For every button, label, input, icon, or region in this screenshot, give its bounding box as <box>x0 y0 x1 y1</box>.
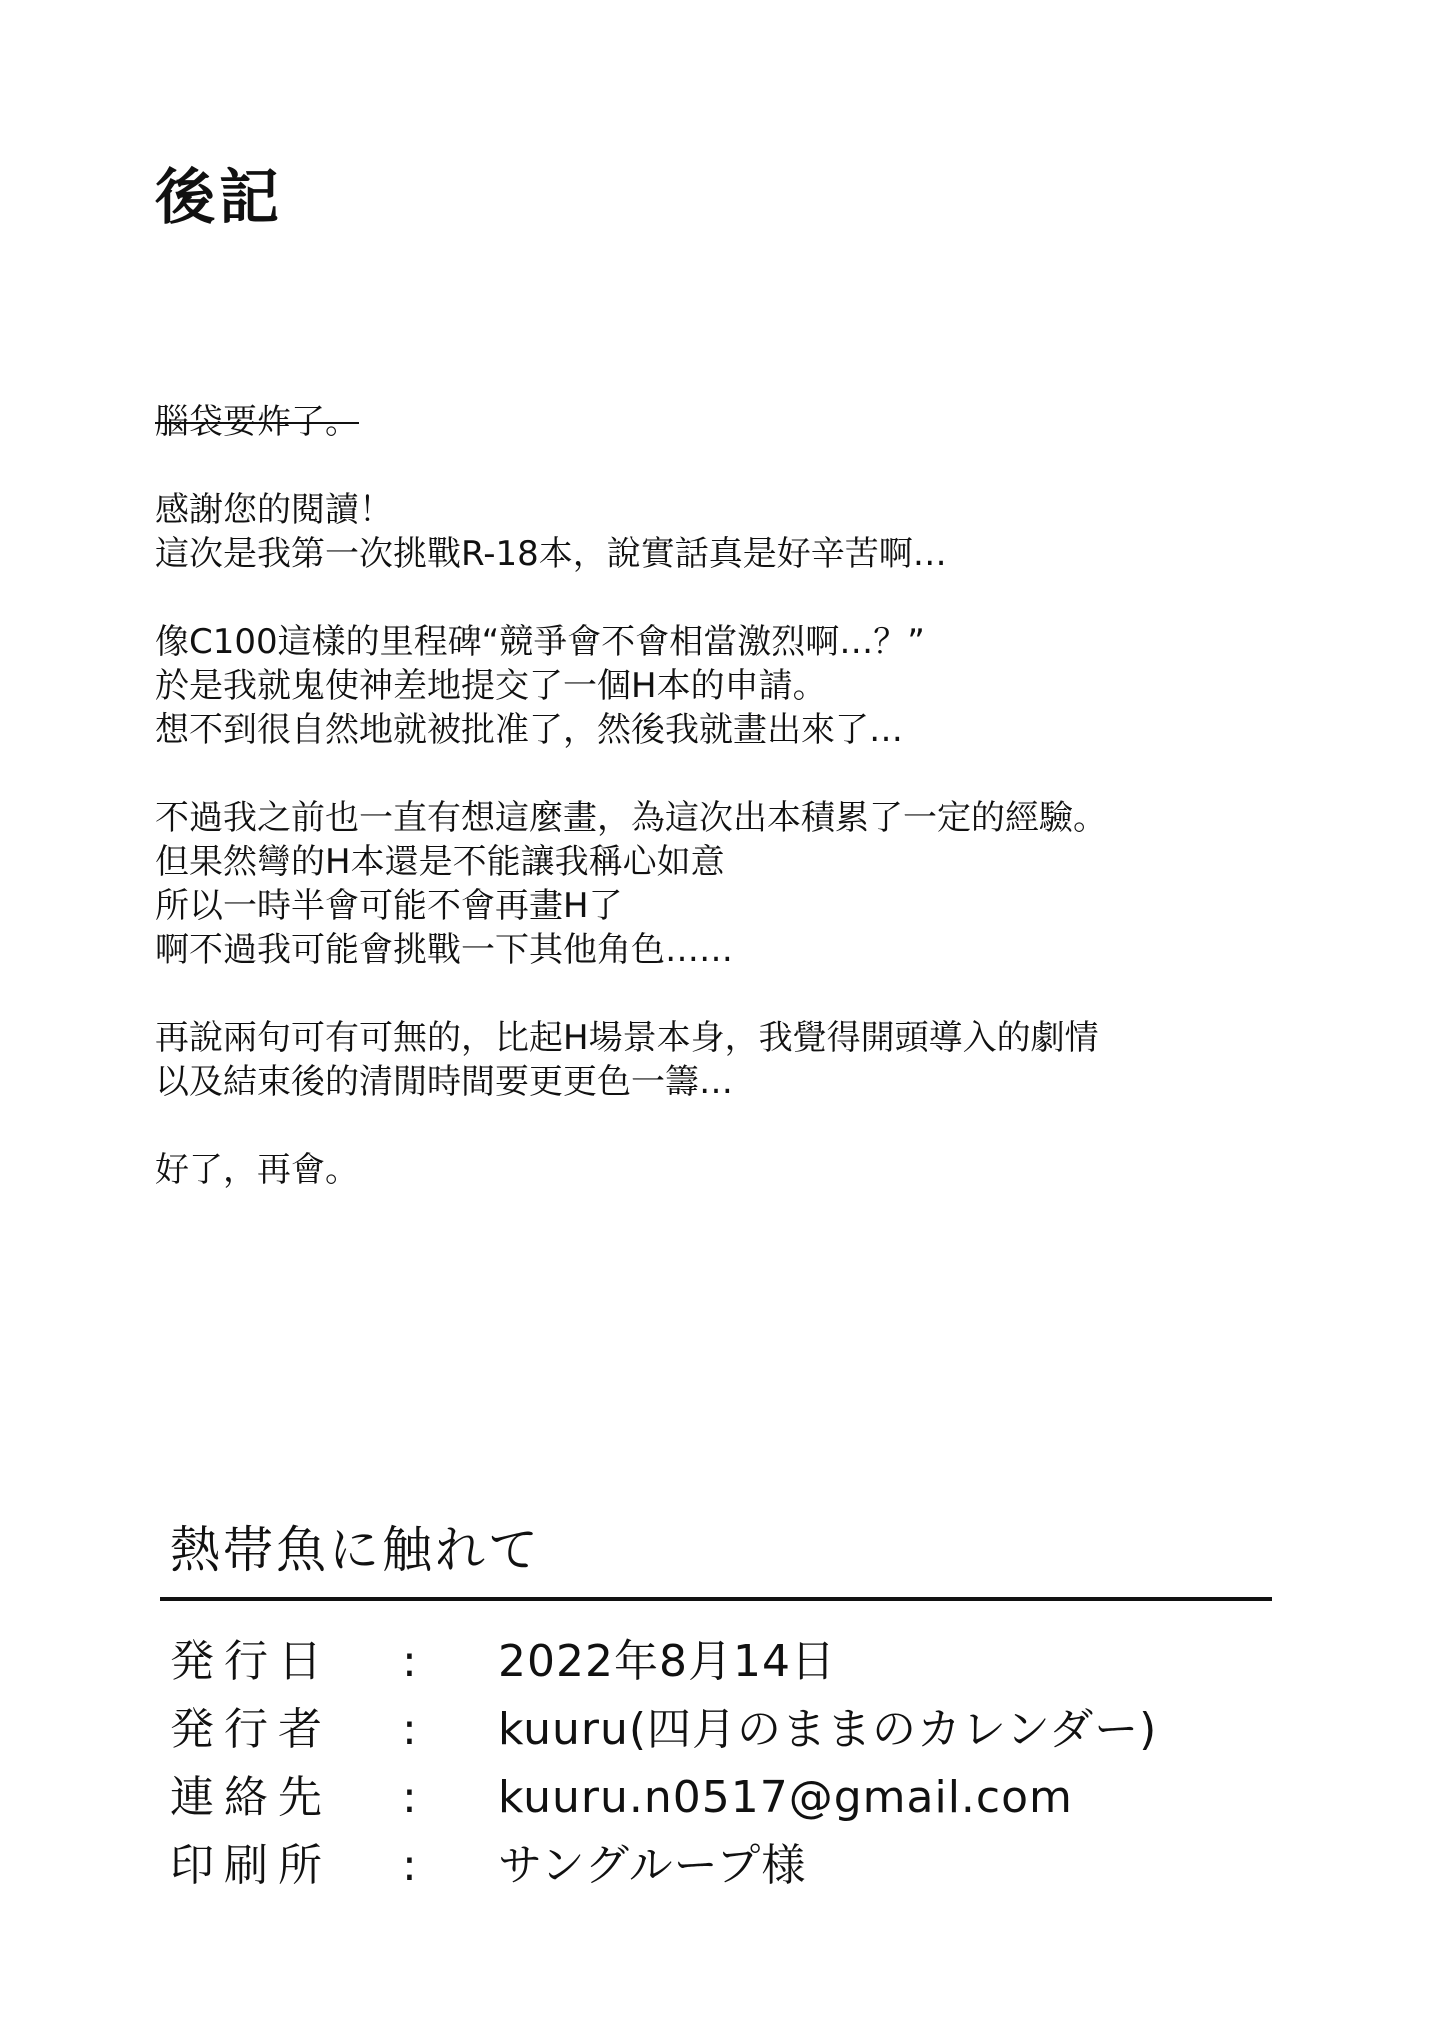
colophon-title: 熱帯魚に触れて <box>170 1521 541 1579</box>
colophon-value: 2022年8月14日 <box>498 1636 836 1687</box>
colophon-colon: : <box>402 1840 417 1891</box>
colophon-row-date <box>170 1628 1290 1696</box>
text-line: 所以一時半會可能不會再畫H了 <box>155 886 623 926</box>
text-line: 於是我就鬼使神差地提交了一個H本的申請。 <box>155 666 827 706</box>
colophon-colon: : <box>402 1704 417 1755</box>
text-line: 以及結束後的清閒時間要更更色一籌… <box>155 1062 733 1102</box>
colophon-row-printer <box>170 1832 1290 1900</box>
text-line: 這次是我第一次挑戰R-18本，說實話真是好辛苦啊… <box>155 534 947 574</box>
text-line: 像C100這樣的里程碑“競爭會不會相當激烈啊…？” <box>155 622 925 662</box>
text-line: 不過我之前也一直有想這麼畫，為這次出本積累了一定的經驗。 <box>155 798 1107 838</box>
paragraph-3 <box>155 796 1335 972</box>
paragraph-4 <box>155 1016 1335 1104</box>
colophon-row-publisher <box>170 1696 1290 1764</box>
struck-paragraph <box>155 400 1335 444</box>
colophon-key: 発行日 <box>170 1636 332 1687</box>
paragraph-2 <box>155 620 1335 752</box>
paragraph-5 <box>155 1148 1335 1192</box>
colophon-key: 印刷所 <box>170 1840 332 1891</box>
colophon-row-contact <box>170 1764 1290 1832</box>
paragraph-1 <box>155 488 1335 576</box>
colophon-key: 発行者 <box>170 1704 332 1755</box>
colophon-colon: : <box>402 1636 417 1687</box>
contact-email[interactable]: kuuru.n0517@gmail.com <box>498 1772 1073 1823</box>
colophon-table <box>170 1628 1290 1900</box>
text-line: 想不到很自然地就被批准了，然後我就畫出來了… <box>155 710 903 750</box>
colophon-value: kuuru(四月のままのカレンダー) <box>498 1704 1158 1755</box>
text-line: 再說兩句可有可無的，比起H場景本身，我覺得開頭導入的劇情 <box>155 1018 1099 1058</box>
colophon-key: 連絡先 <box>170 1772 332 1823</box>
afterword-body <box>155 400 1335 1236</box>
text-line: 但果然彎的H本還是不能讓我稱心如意 <box>155 842 725 882</box>
colophon-colon: : <box>402 1772 417 1823</box>
colophon-value: サングループ様 <box>498 1840 807 1891</box>
struck-text: 腦袋要炸了。 <box>155 402 359 442</box>
page-title: 後記 <box>155 163 283 233</box>
text-line: 感謝您的閱讀！ <box>155 490 393 530</box>
colophon-divider <box>160 1597 1272 1601</box>
text-line: 好了，再會。 <box>155 1150 359 1190</box>
text-line: 啊不過我可能會挑戰一下其他角色…… <box>155 930 733 970</box>
